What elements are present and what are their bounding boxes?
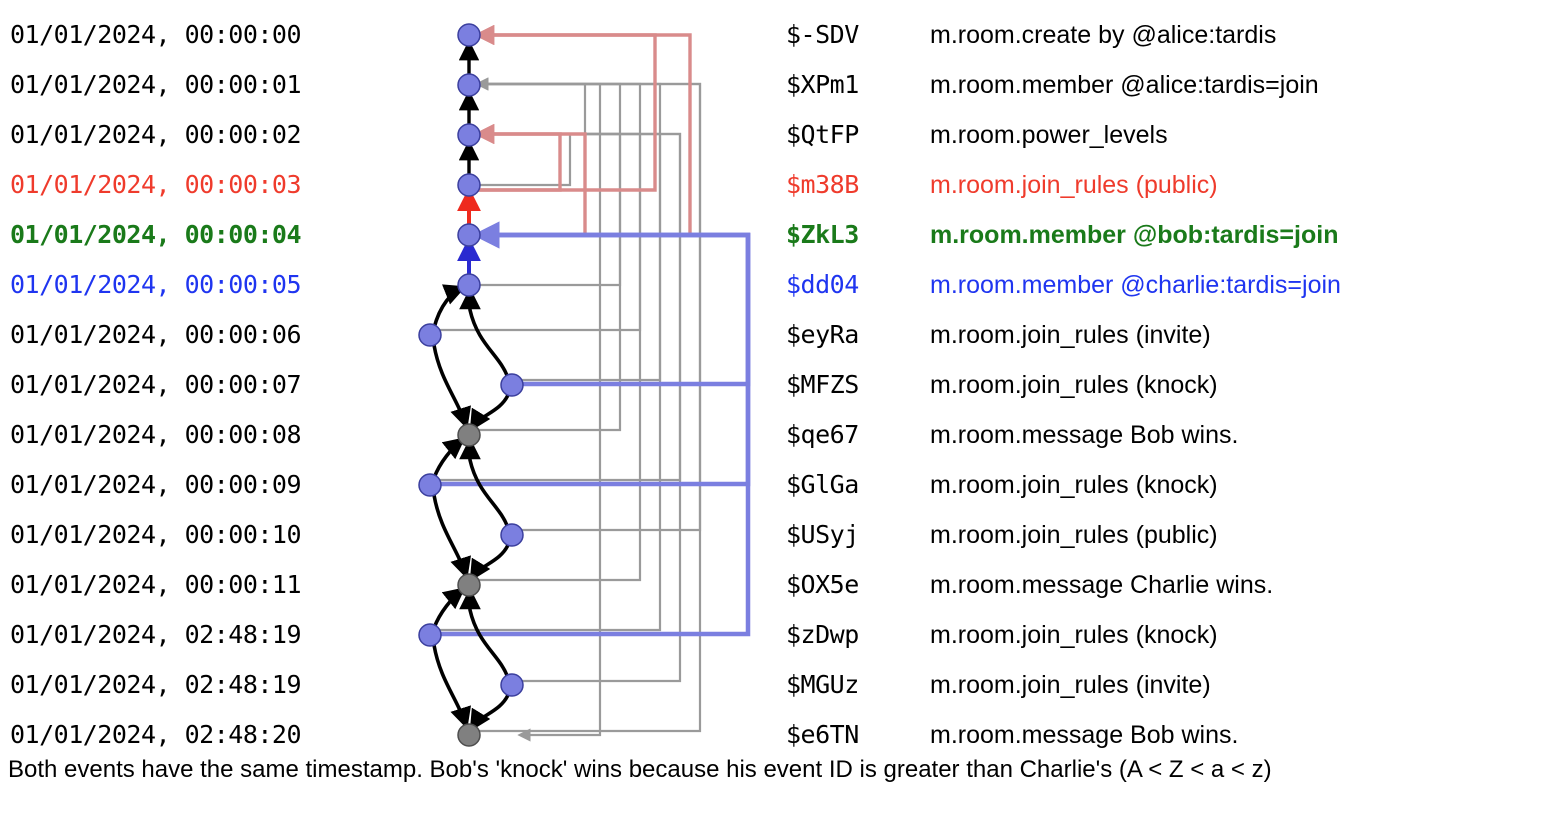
event-row[interactable] [0, 360, 1566, 410]
event-description: m.room.member @bob:tardis=join [930, 221, 1339, 249]
event-id: $OX5e [786, 570, 859, 599]
event-description: m.room.join_rules (public) [930, 171, 1218, 199]
event-timestamp: 01/01/2024, 00:00:07 [10, 370, 302, 399]
event-id: $qe67 [786, 420, 859, 449]
event-id: $eyRa [786, 320, 859, 349]
event-id: $QtFP [786, 120, 859, 149]
event-row[interactable] [0, 210, 1566, 260]
event-row[interactable] [0, 660, 1566, 710]
event-id: $MFZS [786, 370, 859, 399]
event-timestamp: 01/01/2024, 02:48:20 [10, 720, 302, 749]
event-id: $MGUz [786, 670, 859, 699]
event-row[interactable] [0, 710, 1566, 760]
event-timestamp: 01/01/2024, 00:00:06 [10, 320, 302, 349]
event-row[interactable] [0, 410, 1566, 460]
event-row[interactable] [0, 460, 1566, 510]
event-timestamp: 01/01/2024, 00:00:04 [10, 220, 302, 249]
event-description: m.room.message Bob wins. [930, 421, 1239, 449]
event-id: $XPm1 [786, 70, 859, 99]
event-description: m.room.message Bob wins. [930, 721, 1239, 749]
event-id: $-SDV [786, 20, 859, 49]
event-description: m.room.create by @alice:tardis [930, 21, 1277, 49]
event-timestamp: 01/01/2024, 00:00:11 [10, 570, 302, 599]
event-description: m.room.message Charlie wins. [930, 571, 1274, 599]
event-timestamp: 01/01/2024, 00:00:09 [10, 470, 302, 499]
event-id: $dd04 [786, 270, 859, 299]
event-description: m.room.join_rules (knock) [930, 621, 1218, 649]
event-id: $m38B [786, 170, 859, 199]
event-description: m.room.join_rules (invite) [930, 321, 1211, 349]
event-row[interactable] [0, 160, 1566, 210]
event-timestamp: 01/01/2024, 00:00:05 [10, 270, 302, 299]
event-row[interactable] [0, 10, 1566, 60]
event-id: $zDwp [786, 620, 859, 649]
event-row[interactable] [0, 110, 1566, 160]
event-timestamp: 01/01/2024, 02:48:19 [10, 620, 302, 649]
event-timestamp: 01/01/2024, 00:00:01 [10, 70, 302, 99]
footnote-text: Both events have the same timestamp. Bob's 'knock' wins because his event ID is greater than Charlie's (A < Z < a < z) [8, 756, 1272, 783]
event-timestamp: 01/01/2024, 02:48:19 [10, 670, 302, 699]
event-row[interactable] [0, 510, 1566, 560]
event-timestamp: 01/01/2024, 00:00:00 [10, 20, 302, 49]
event-description: m.room.join_rules (knock) [930, 371, 1218, 399]
event-id: $e6TN [786, 720, 859, 749]
event-description: m.room.join_rules (invite) [930, 671, 1211, 699]
event-row[interactable] [0, 60, 1566, 110]
event-description: m.room.member @charlie:tardis=join [930, 271, 1341, 299]
event-timestamp: 01/01/2024, 00:00:03 [10, 170, 302, 199]
event-id: $ZkL3 [786, 220, 859, 249]
event-description: m.room.join_rules (public) [930, 521, 1218, 549]
event-timestamp: 01/01/2024, 00:00:10 [10, 520, 302, 549]
event-row[interactable] [0, 310, 1566, 360]
event-row[interactable] [0, 560, 1566, 610]
event-description: m.room.power_levels [930, 121, 1168, 149]
event-row[interactable] [0, 260, 1566, 310]
event-timestamp: 01/01/2024, 00:00:02 [10, 120, 302, 149]
event-description: m.room.member @alice:tardis=join [930, 71, 1319, 99]
event-id: $GlGa [786, 470, 859, 499]
event-row[interactable] [0, 610, 1566, 660]
event-id: $USyj [786, 520, 859, 549]
event-timestamp: 01/01/2024, 00:00:08 [10, 420, 302, 449]
event-description: m.room.join_rules (knock) [930, 471, 1218, 499]
